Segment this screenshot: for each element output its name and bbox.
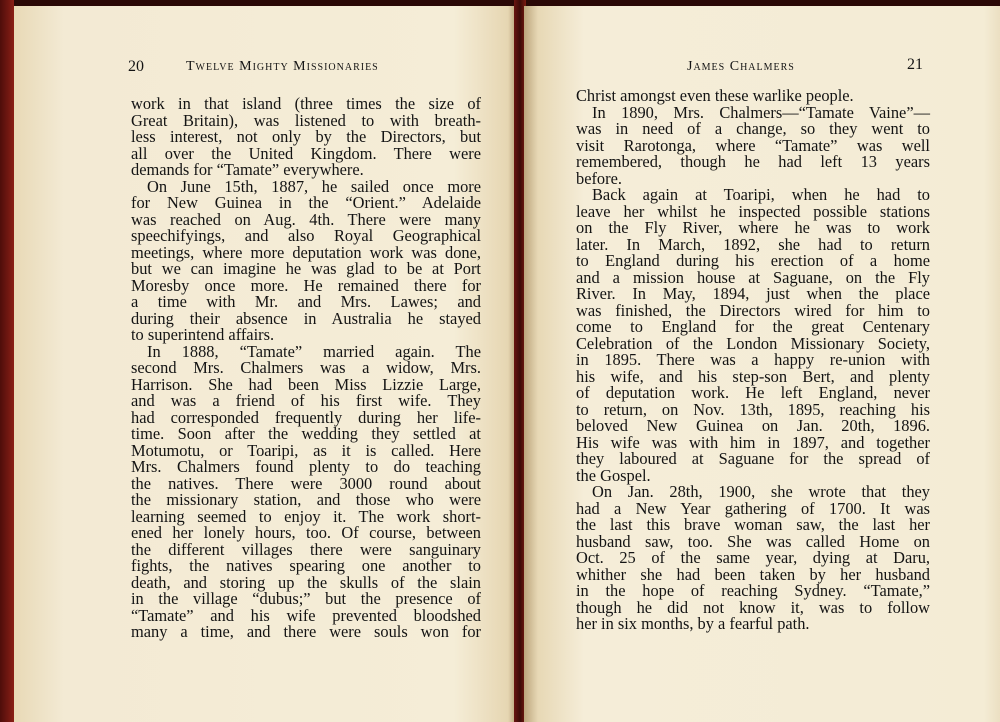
running-head: James Chalmers	[687, 59, 795, 74]
text-line: time. Soon after the wedding they settled at	[131, 424, 481, 443]
text-line: Great Britain), was listened to with breath-	[131, 110, 481, 130]
text-line: death, and storing up the skulls of the slain	[131, 572, 481, 592]
text-line: the Gospel.	[576, 465, 651, 485]
text-line: River. In May, 1894, just when the place	[576, 284, 930, 303]
text-line: Back again at Toaripi, when he had to	[592, 185, 930, 204]
text-line: learning seemed to enjoy it. The work short-	[131, 506, 481, 526]
text-line: they laboured at Saguane for the spread of	[576, 449, 930, 468]
text-line: Christ amongst even these warlike people.	[576, 86, 854, 105]
text-line: in the hope of reaching Sydney. “Tamate,”	[576, 581, 930, 600]
text-line: during their absence in Australia he stayed	[131, 308, 481, 328]
text-line: demands for “Tamate” everywhere.	[131, 160, 364, 179]
text-line: Motumotu, or Toaripi, as it is called. Here	[131, 440, 481, 460]
text-line: In 1890, Mrs. Chalmers—“Tamate Vaine”—	[592, 102, 930, 122]
text-line: whither she had been taken by her husband	[576, 564, 930, 584]
text-line: fights, the natives spearing one another to	[131, 556, 481, 575]
text-line: second Mrs. Chalmers was a widow, Mrs.	[131, 358, 481, 377]
text-line: Mrs. Chalmers found plenty to do teaching	[131, 457, 481, 476]
text-line: meetings, where more deputation work was done,	[131, 242, 481, 262]
text-line: later. In March, 1892, she had to return	[576, 234, 930, 254]
text-line: but we can imagine he was glad to be at Port	[131, 259, 481, 278]
text-line: on the Fly River, where he was to work	[576, 218, 930, 237]
text-line: and was a friend of his first wife. They	[131, 391, 481, 410]
text-line: remembered, though he had left 13 years	[576, 152, 930, 171]
text-line: was in need of a change, so they went to	[576, 119, 930, 138]
text-line: in 1895. There was a happy re-union with	[576, 350, 930, 369]
text-line: before.	[576, 168, 622, 188]
text-line: and a mission house at Saguane, on the Fly	[576, 267, 930, 287]
text-line: though he did not know it, was to follow	[576, 597, 930, 617]
text-line: leave her whilst he inspected possible stations	[576, 201, 930, 221]
text-line: had corresponded frequently during her life-	[131, 407, 481, 427]
text-line: the different villages there were sanguinary	[131, 539, 481, 559]
text-line: speechifyings, and also Royal Geographical	[131, 226, 481, 245]
text-line: Oct. 25 of the same year, dying at Daru,	[576, 548, 930, 567]
text-line: Moresby once more. He remained there for	[131, 275, 481, 295]
text-line: was reached on Aug. 4th. There were many	[131, 209, 481, 229]
text-line: a time with Mr. and Mrs. Lawes; and	[131, 292, 481, 311]
text-line: of deputation work. He left England, never	[576, 383, 930, 402]
left-page	[14, 6, 516, 722]
page-body-text	[576, 88, 930, 633]
running-head: Twelve Mighty Missionaries	[186, 59, 379, 74]
text-line: in the village “dubus;” but the presence of	[131, 589, 481, 608]
text-line: the missionary station, and those who were	[131, 490, 481, 509]
text-line: On Jan. 28th, 1900, she wrote that they	[592, 482, 930, 501]
text-line: for New Guinea in the “Orient.” Adelaide	[131, 193, 481, 212]
text-line: had a New Year gathering of 1700. It was	[576, 498, 930, 518]
text-line: “Tamate” and his wife prevented bloodshed	[131, 605, 481, 625]
text-line: all over the United Kingdom. There were	[131, 143, 481, 163]
text-line: many a time, and there were souls won for	[131, 622, 481, 641]
text-line: to return, on Nov. 13th, 1895, reaching his	[576, 399, 930, 419]
text-line: Harrison. She had been Miss Lizzie Large,	[131, 374, 481, 394]
page-number: 20	[128, 58, 144, 75]
text-line: work in that island (three times the size of	[131, 94, 481, 113]
text-line: the natives. There were 3000 round about	[131, 473, 481, 493]
text-line: beloved New Guinea on Jan. 20th, 1896.	[576, 416, 930, 435]
text-line: ened her lonely hours, too. Of course, between	[131, 523, 481, 542]
right-page	[524, 6, 1000, 722]
text-line: visit Rarotonga, where “Tamate” was well	[576, 135, 930, 155]
text-line: Celebration of the London Missionary Society,	[576, 333, 930, 353]
text-line: the last this brave woman saw, the last her	[576, 515, 930, 534]
page-body-text	[131, 96, 481, 641]
text-line: to England during his erection of a home	[576, 251, 930, 270]
page-number: 21	[907, 56, 923, 73]
text-line: less interest, not only by the Directors, but	[131, 127, 481, 146]
text-line: come to England for the great Centenary	[576, 317, 930, 336]
text-line: to superintend affairs.	[131, 325, 275, 344]
text-line: his wife, and his step-son Bert, and plenty	[576, 366, 930, 386]
text-line: husband saw, too. She was called Home on	[576, 531, 930, 551]
book-cover-edge	[0, 0, 14, 722]
text-line: On June 15th, 1887, he sailed once more	[147, 176, 481, 196]
text-line: In 1888, “Tamate” married again. The	[147, 341, 481, 361]
text-line: was finished, the Directors wired for him to	[576, 300, 930, 320]
text-line: her in six months, by a fearful path.	[576, 614, 810, 633]
text-line: His wife was with him in 1897, and together	[576, 432, 930, 452]
